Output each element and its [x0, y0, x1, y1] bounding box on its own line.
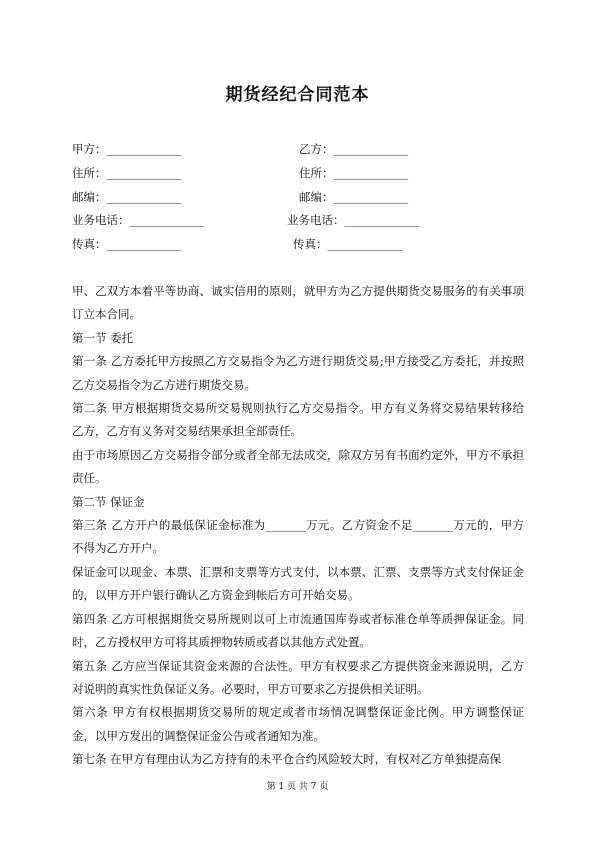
- document-title: 期货经纪合同范本: [225, 85, 370, 105]
- party-a-address: 住所：_____________: [72, 166, 182, 180]
- party-b-postcode: 邮编：_____________: [299, 190, 409, 204]
- party-a-postcode: 邮编：_____________: [72, 190, 182, 204]
- party-a-fax: 传真：_____________: [72, 237, 182, 251]
- article-paragraph: 保证金可以现金、本票、汇票和支票等方式支付，以本票、汇票、支票等方式支付保证金的，以甲方开户银行确认乙方资金到帐后方可开始交易。: [72, 564, 524, 603]
- party-b-phone: 业务电话：_____________: [287, 213, 420, 227]
- page-number: 第 1 页 共 7 页: [266, 782, 329, 792]
- article-paragraph: 由于市场原因乙方交易指令部分或者全部无法成交，除双方另有书面约定外，甲方不承担责任。: [72, 447, 524, 486]
- party-b-fax: 传真：_____________: [293, 237, 403, 251]
- article-paragraph: 第三条 乙方开户的最低保证金标准为_______万元。乙方资金不足_______万元的，甲方不得为乙方开户。: [72, 518, 524, 556]
- article-paragraph: 第四条 乙方可根据期货交易所规则以可上市流通国库券或者标准仓单等质押保证金。同时，乙方授权甲方可将其质押物转质或者以其他方式处置。: [72, 611, 524, 650]
- party-b-name: 乙方：_____________: [299, 142, 409, 156]
- contract-body: [72, 280, 524, 772]
- party-b-address: 住所：_____________: [299, 166, 409, 180]
- intro-paragraph: 甲、乙双方本着平等协商、诚实信用的原则，就甲方为乙方提供期货交易服务的有关事项订立本合同。: [72, 284, 524, 322]
- section-heading: 第二节 保证金: [72, 494, 145, 509]
- section-heading: 第一节 委托: [72, 330, 134, 345]
- article-paragraph: 第五条 乙方应当保证其资金来源的合法性。甲方有权要求乙方提供资金来源说明，乙方对说明的真实性负保证义务。必要时，甲方可要求乙方提供相关证明。: [72, 658, 524, 696]
- party-a-phone: 业务电话：_____________: [72, 213, 205, 227]
- party-a-name: 甲方：_____________: [72, 142, 182, 156]
- article-paragraph: 第六条 甲方有权根据期货交易所的规定或者市场情况调整保证金比例。甲方调整保证金，以甲方发出的调整保证金公告或者通知为准。: [72, 705, 524, 743]
- article-paragraph: 第七条 在甲方有理由认为乙方持有的未平仓合约风险较大时，有权对乙方单独提高保: [72, 752, 502, 767]
- article-paragraph: 第二条 甲方根据期货交易所交易规则执行乙方交易指令。甲方有义务将交易结果转移给乙方，乙方有义务对交易结果承担全部责任。: [72, 401, 524, 439]
- article-paragraph: 第一条 乙方委托甲方按照乙方交易指令为乙方进行期货交易;甲方接受乙方委托，并按照乙方交易指令为乙方进行期货交易。: [72, 354, 524, 392]
